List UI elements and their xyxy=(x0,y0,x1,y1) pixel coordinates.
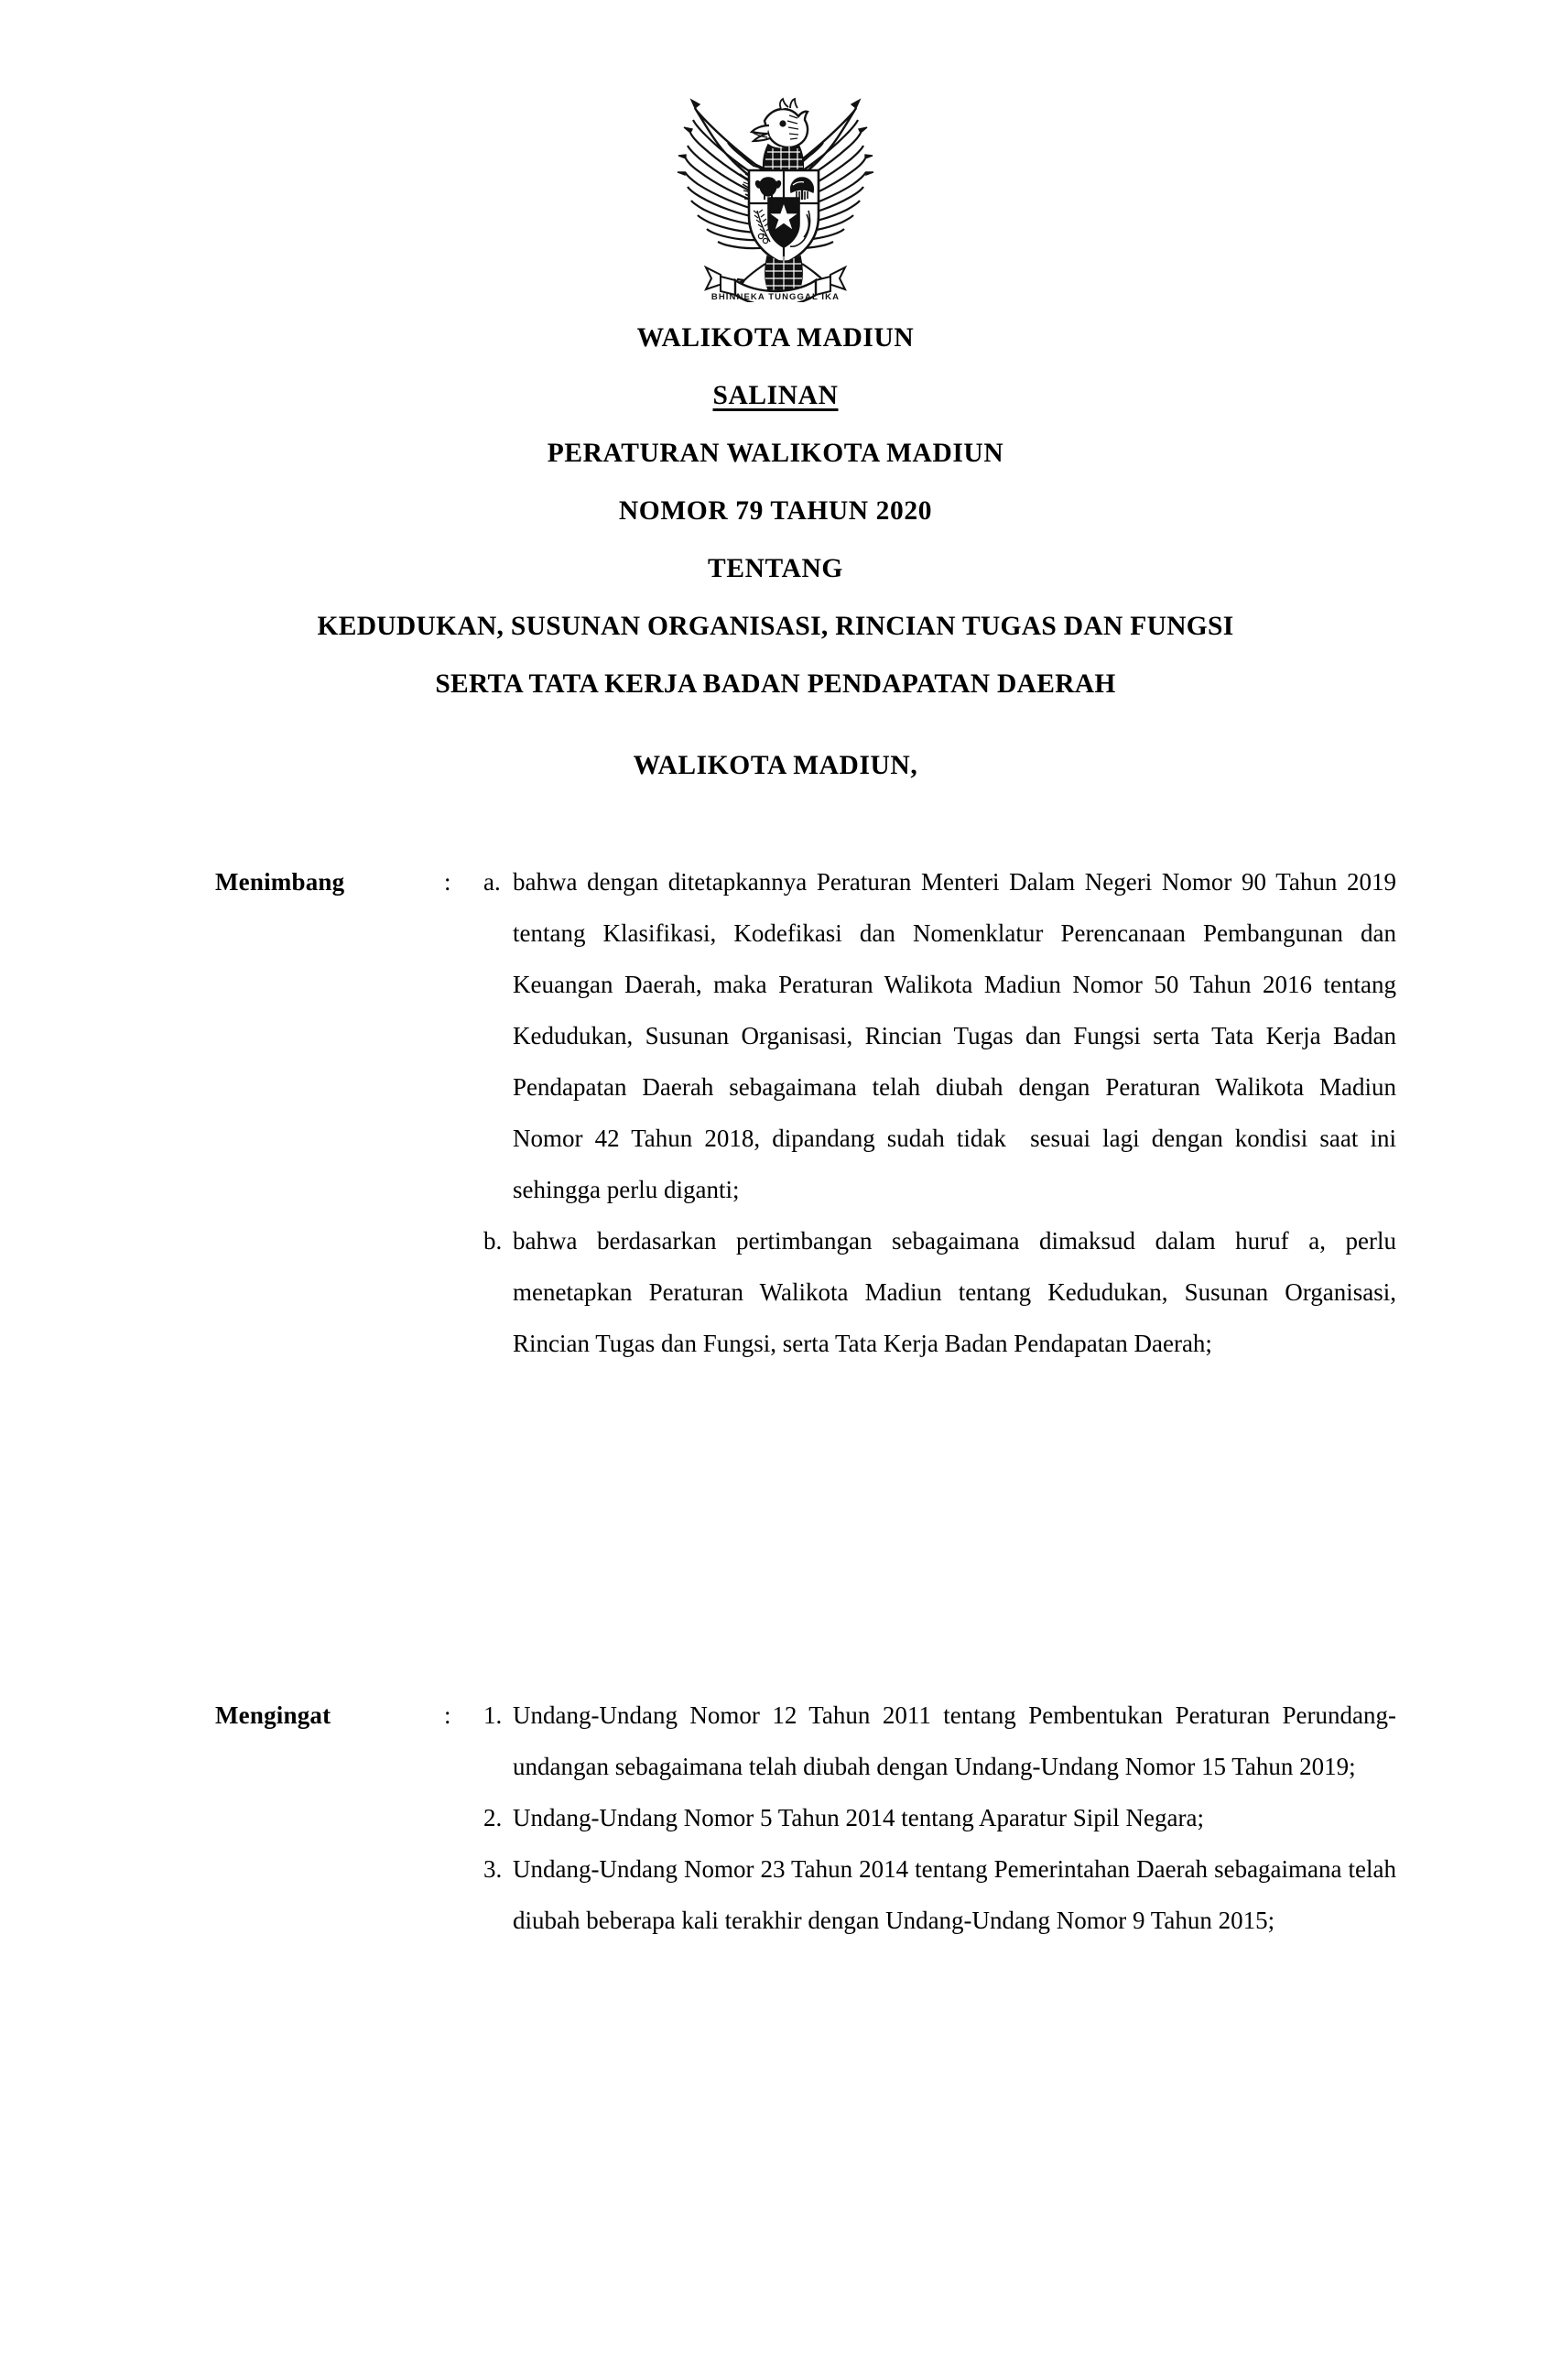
clause-items-menimbang xyxy=(483,856,1403,1369)
clause-mengingat xyxy=(215,1690,1403,1946)
clause-item xyxy=(483,1792,1396,1843)
clause-item xyxy=(483,1215,1403,1369)
item-marker: a. xyxy=(483,868,501,896)
item-text: bahwa berdasarkan pertimbangan sebagaimana dimaksud dalam huruf a, perlu menetapkan Peraturan Walikota Madiun tentang Kedudukan, Susunan Organisasi, Rincian Tugas dan Fungsi, serta Tata Kerja Badan Pendapatan Daerah; xyxy=(513,1227,1403,1357)
item-marker: 2. xyxy=(483,1804,503,1831)
item-text: Undang-Undang Nomor 12 Tahun 2011 tentang Pembentukan Peraturan Perundang-undangan sebagaimana telah diubah dengan Undang-Undang Nomor 15 Tahun 2019; xyxy=(513,1701,1396,1780)
clause-label-mengingat: Mengingat xyxy=(215,1701,331,1729)
title-line-tentang: TENTANG xyxy=(708,554,843,583)
title-line-subject-2: SERTA TATA KERJA BADAN PENDAPATAN DAERAH xyxy=(435,669,1116,699)
clause-items-mengingat xyxy=(483,1690,1403,1946)
title-line-walikota-madiun: WALIKOTA MADIUN xyxy=(636,323,915,353)
title-line-salinan: SALINAN xyxy=(712,381,839,410)
addressee-walikota-madiun: WALIKOTA MADIUN, xyxy=(633,751,918,780)
title-line-subject-1: KEDUDUKAN, SUSUNAN ORGANISASI, RINCIAN TUGAS DAN FUNGSI xyxy=(317,612,1234,641)
clause-item xyxy=(483,1843,1403,1946)
item-text: bahwa dengan ditetapkannya Peraturan Menteri Dalam Negeri Nomor 90 Tahun 2019 tentang Klasifikasi, Kodefikasi dan Nomenklatur Perencanaan Pembangunan dan Keuangan Daerah, maka Peraturan Walikota Madiun Nomor 50 Tahun 2016 tentang Kedudukan, Susunan Organisasi, Rincian Tugas dan Fungsi serta Tata Kerja Badan Pendapatan Daerah sebagaimana telah diubah dengan Peraturan Walikota Madiun Nomor 42 Tahun 2018, dipandang sudah tidak sesuai lagi dengan kondisi saat ini sehingga perlu diganti; xyxy=(513,868,1403,1203)
clause-menimbang xyxy=(215,856,1403,1369)
emblem-motto-text: BHINNEKA TUNGGAL IKA xyxy=(710,292,841,302)
clause-item xyxy=(483,856,1403,1215)
clause-item xyxy=(483,1690,1396,1792)
item-marker: b. xyxy=(483,1227,503,1255)
item-marker: 1. xyxy=(483,1701,503,1729)
clause-label-menimbang: Menimbang xyxy=(215,868,345,896)
clause-colon-menimbang: : xyxy=(444,868,451,896)
item-marker: 3. xyxy=(483,1855,503,1883)
item-text: Undang-Undang Nomor 5 Tahun 2014 tentang Aparatur Sipil Negara; xyxy=(513,1804,1204,1831)
title-line-nomor-tahun: NOMOR 79 TAHUN 2020 xyxy=(618,496,933,526)
item-text: Undang-Undang Nomor 23 Tahun 2014 tentang Pemerintahan Daerah sebagaimana telah diubah beberapa kali terakhir dengan Undang-Undang Nomor 9 Tahun 2015; xyxy=(513,1855,1403,1934)
garuda-pancasila-emblem xyxy=(0,75,1551,302)
clause-colon-mengingat: : xyxy=(444,1701,451,1729)
document-title-block xyxy=(0,310,1551,713)
title-line-peraturan-walikota-madiun: PERATURAN WALIKOTA MADIUN xyxy=(547,439,1004,468)
